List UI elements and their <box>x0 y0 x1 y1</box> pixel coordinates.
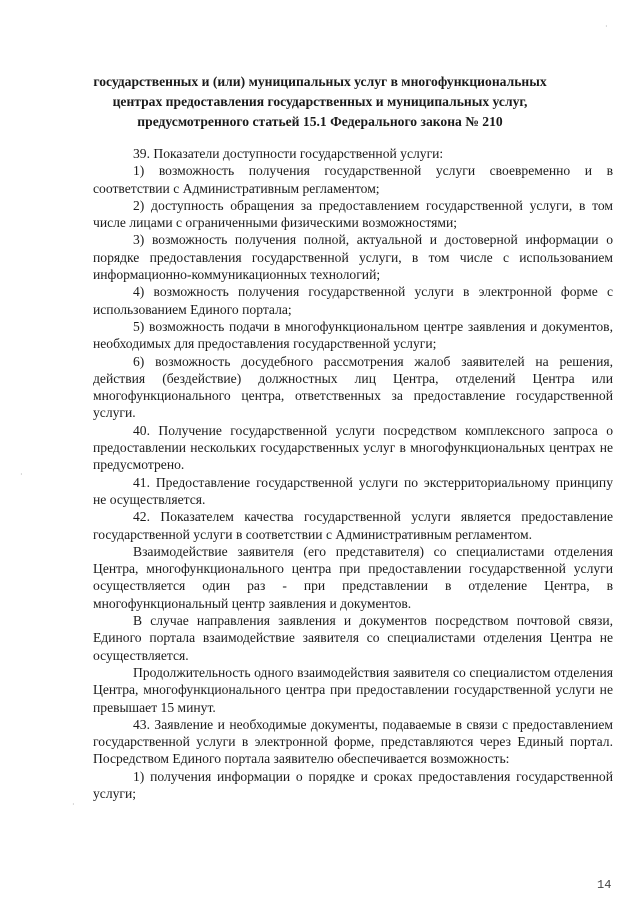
paragraph-39: 39. Показатели доступности государственной услуги: <box>133 146 444 161</box>
paragraph-43-item-1: 1) получения информации о порядке и сроках предоставления государственной услуги; <box>93 768 613 801</box>
paragraph-39-item-5: 5) возможность подачи в многофункциональном центре заявления и документов, необходимых для предоставления государственной услуги; <box>93 318 613 352</box>
paragraph-39-item-2: 2) доступность обращения за предоставлением государственной услуги, в том числе лицами с ограниченными физическими возможностями; <box>93 197 613 231</box>
scan-speck: · <box>72 800 75 809</box>
document-body <box>93 145 613 802</box>
section-heading <box>80 72 560 132</box>
scan-speck: · <box>20 470 23 479</box>
paragraph-39-item-6: 6) возможность досудебного рассмотрения жалоб заявителей на решения, действия (бездействие) должностных лиц Центра, отделений Центра или многофункционального центра, ответственных за предоставление государственной услуги. <box>93 353 613 421</box>
paragraph-42-duration: Продолжительность одного взаимодействия заявителя со специалистом отделения Центра, многофункционального центра при предоставлении государственной услуги не превышает 15 минут. <box>93 664 613 715</box>
paragraph-42: 42. Показателем качества государственной услуги является предоставление государственной услуги в соответствии с Административным регламентом. <box>93 509 613 542</box>
heading-line-3: предусмотренного статьей 15.1 Федерального закона № 210 <box>137 114 503 129</box>
paragraph-40: 40. Получение государственной услуги посредством комплексного запроса о предоставлении нескольких государственных услуг в многофункциональных центрах не предусмотрено. <box>93 422 613 473</box>
scan-speck: · <box>605 22 608 31</box>
paragraph-42-mail: В случае направления заявления и документов посредством почтовой связи, Единого портала взаимодействие заявителя со специалистами отделения Центра не осуществляется. <box>93 613 613 663</box>
paragraph-39-item-1: 1) возможность получения государственной услуги своевременно и в соответствии с Административным регламентом; <box>93 163 613 196</box>
heading-line-2: центрах предоставления государственных и муниципальных услуг, <box>112 94 528 109</box>
paragraph-42-interaction: Взаимодействие заявителя (его представителя) со специалистами отделения Центра, многофункционального центра при предоставлении государственной услуги осуществляется один раз - при представлении в отделение Центра, в многофункциональный центр заявления и документов. <box>93 543 613 611</box>
paragraph-41: 41. Предоставление государственной услуги по экстерриториальному принципу не осуществляется. <box>93 474 613 507</box>
page-number: 14 <box>597 878 612 892</box>
paragraph-39-item-4: 4) возможность получения государственной услуги в электронной форме с использованием Единого портала; <box>93 284 613 317</box>
paragraph-39-item-3: 3) возможность получения полной, актуальной и достоверной информации о порядке предоставления государственной услуги, в том числе с использованием информационно-коммуникационных технологий; <box>93 232 613 283</box>
heading-line-1: государственных и (или) муниципальных услуг в многофункциональных <box>93 74 547 89</box>
paragraph-43: 43. Заявление и необходимые документы, подаваемые в связи с предоставлением государственной услуги в электронной форме, представляются через Единый портал. Посредством Единого портала заявителю обеспечивается возможность: <box>93 716 613 767</box>
